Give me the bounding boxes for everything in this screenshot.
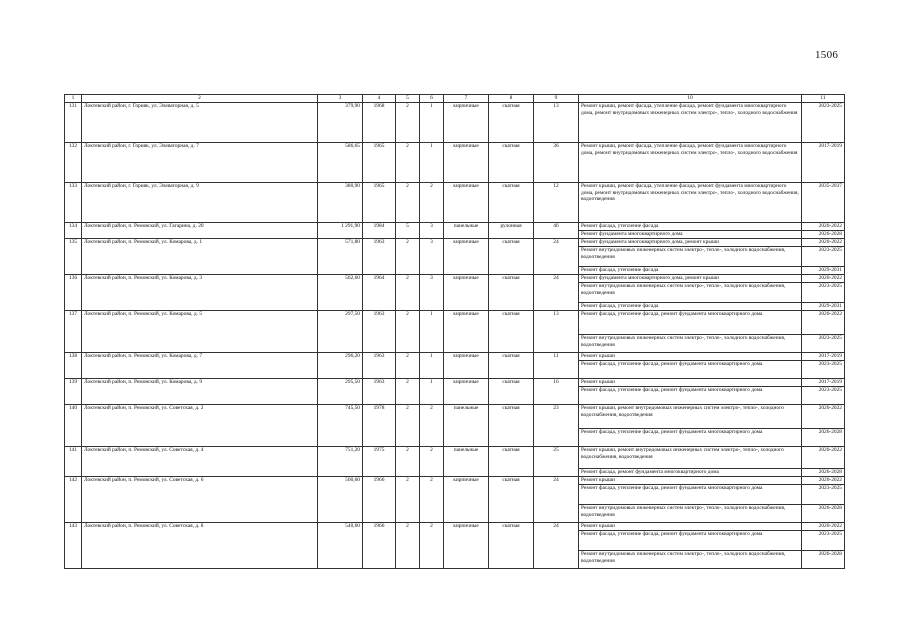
repair-period-cell: 2023-2025 <box>802 283 845 303</box>
repair-period-cell: 2023-2025 <box>802 531 845 551</box>
wall-material-cell: кирпичные <box>444 143 489 183</box>
table-row <box>65 477 845 485</box>
year-built-cell: 1965 <box>363 183 396 223</box>
year-built-cell: 1963 <box>363 379 396 405</box>
apartments-cell: 23 <box>534 405 579 447</box>
repair-works-cell: Ремонт внутридомовых инженерных систем электро-, тепло-, холодного водоснабжения, водоотведения <box>579 283 802 303</box>
repair-period-cell: 2029-2031 <box>802 267 845 275</box>
floors-cell: 2 <box>396 311 420 353</box>
address-cell: Локтевский район, п. Ремовский, ул. Комарова, д. 1 <box>82 239 318 275</box>
repair-period-cell: 2026-2028 <box>802 231 845 239</box>
floors-cell: 2 <box>396 275 420 311</box>
address-cell: Локтевский район, п. Ремовский, ул. Комарова, д. 9 <box>82 379 318 405</box>
row-number: 141 <box>65 447 82 477</box>
floors-cell: 2 <box>396 143 420 183</box>
column-number-2: 2 <box>82 95 318 103</box>
wall-material-cell: панельные <box>444 223 489 239</box>
entrances-cell: 3 <box>420 223 444 239</box>
table-row <box>65 223 845 231</box>
table-row <box>65 353 845 361</box>
table-row <box>65 405 845 429</box>
entrances-cell: 1 <box>420 103 444 143</box>
year-built-cell: 1966 <box>363 523 396 569</box>
table-row <box>65 311 845 335</box>
area-cell: 540,60 <box>318 523 363 569</box>
repair-period-cell: 2026-2028 <box>802 551 845 569</box>
floors-cell: 2 <box>396 523 420 569</box>
repair-works-cell: Ремонт внутридомовых инженерных систем электро-, тепло-, холодного водоснабжения, водоотведения <box>579 335 802 353</box>
repair-works-cell: Ремонт крыши <box>579 379 802 387</box>
floors-cell: 2 <box>396 447 420 477</box>
wall-material-cell: кирпичные <box>444 477 489 523</box>
area-cell: 1 291,90 <box>318 223 363 239</box>
repair-works-cell: Ремонт фасада, утепление фасада, ремонт фундамента многоквартирного дома <box>579 531 802 551</box>
roof-type-cell: скатная <box>489 379 534 405</box>
apartments-cell: 24 <box>534 477 579 523</box>
address-cell: Локтевский район, п. Ремовский, ул. Комарова, д. 5 <box>82 311 318 353</box>
row-number: 138 <box>65 353 82 379</box>
area-cell: 297,50 <box>318 311 363 353</box>
repair-period-cell: 2029-2031 <box>802 303 845 311</box>
repair-period-cell: 2020-2022 <box>802 223 845 231</box>
address-cell: Локтевский район, г. Горняк, ул. Элеваторная, д. 9 <box>82 183 318 223</box>
repair-works-cell: Ремонт крыши <box>579 353 802 361</box>
entrances-cell: 3 <box>420 239 444 275</box>
repair-period-cell: 2020-2022 <box>802 447 845 469</box>
address-cell: Локтевский район, г. Горняк, ул. Элеваторная, д. 7 <box>82 143 318 183</box>
column-number-9: 9 <box>534 95 579 103</box>
column-number-3: 3 <box>318 95 363 103</box>
year-built-cell: 1975 <box>363 447 396 477</box>
repair-works-cell: Ремонт фасада, утепление фасада <box>579 223 802 231</box>
row-number: 140 <box>65 405 82 447</box>
repair-works-cell: Ремонт крыши, ремонт внутридомовых инженерных систем электро-, тепло-, холодного водоснабжения, водоотведения <box>579 447 802 469</box>
address-cell: Локтевский район, п. Ремовский, ул. Советская, д. 8 <box>82 523 318 569</box>
year-built-cell: 1966 <box>363 477 396 523</box>
area-cell: 295,50 <box>318 379 363 405</box>
floors-cell: 2 <box>396 405 420 447</box>
entrances-cell: 1 <box>420 379 444 405</box>
year-built-cell: 1964 <box>363 275 396 311</box>
apartments-cell: 13 <box>534 103 579 143</box>
apartments-cell: 12 <box>534 183 579 223</box>
table-body <box>65 103 845 569</box>
address-cell: Локтевский район, п. Ремовский, ул. Советская, д. 4 <box>82 447 318 477</box>
row-number: 132 <box>65 143 82 183</box>
apartments-cell: 13 <box>534 311 579 353</box>
repair-period-cell: 2020-2022 <box>802 523 845 531</box>
roof-type-cell: скатная <box>489 143 534 183</box>
repair-works-cell: Ремонт внутридомовых инженерных систем электро-, тепло-, холодного водоснабжения, водоотведения <box>579 505 802 523</box>
repair-period-cell: 2020-2022 <box>802 239 845 247</box>
entrances-cell: 2 <box>420 183 444 223</box>
year-built-cell: 1968 <box>363 103 396 143</box>
area-cell: 562,60 <box>318 275 363 311</box>
page-number: 1506 <box>815 49 839 61</box>
repair-works-cell: Ремонт фасада, утепление фасада <box>579 303 802 311</box>
wall-material-cell: кирпичные <box>444 239 489 275</box>
repair-period-cell: 2023-2025 <box>802 387 845 405</box>
repair-period-cell: 2023-2025 <box>802 335 845 353</box>
apartments-cell: 24 <box>534 275 579 311</box>
wall-material-cell: кирпичные <box>444 379 489 405</box>
repair-works-cell: Ремонт крыши, ремонт внутридомовых инженерных систем электро-, тепло-, холодного водоснабжения, водоотведения <box>579 405 802 429</box>
row-number: 134 <box>65 223 82 239</box>
repair-works-cell: Ремонт фасада, утепление фасада <box>579 267 802 275</box>
repair-works-cell: Ремонт фасада, ремонт фундамента многоквартирного дома <box>579 469 802 477</box>
repair-period-cell: 2020-2022 <box>802 405 845 429</box>
year-built-cell: 1963 <box>363 311 396 353</box>
apartments-cell: 25 <box>534 447 579 477</box>
roof-type-cell: скатная <box>489 275 534 311</box>
repair-period-cell: 2017-2019 <box>802 353 845 361</box>
year-built-cell: 1965 <box>363 143 396 183</box>
column-number-11: 11 <box>802 95 845 103</box>
column-number-8: 8 <box>489 95 534 103</box>
repair-works-cell: Ремонт крыши <box>579 477 802 485</box>
floors-cell: 2 <box>396 239 420 275</box>
repair-works-cell: Ремонт крыши, ремонт фасада, утепление фасада, ремонт фундамента многоквартирного дома, ремонт внутридомовых инженерных систем электро-, тепло-, холодного водоснабжения <box>579 143 802 183</box>
row-number: 136 <box>65 275 82 311</box>
apartments-cell: 16 <box>534 379 579 405</box>
apartments-cell: 24 <box>534 239 579 275</box>
area-cell: 586,65 <box>318 143 363 183</box>
year-built-cell: 1963 <box>363 353 396 379</box>
address-cell: Локтевский район, п. Ремовский, ул. Советская, д. 2 <box>82 405 318 447</box>
wall-material-cell: кирпичные <box>444 275 489 311</box>
row-number: 137 <box>65 311 82 353</box>
floors-cell: 2 <box>396 103 420 143</box>
wall-material-cell: кирпичные <box>444 353 489 379</box>
table-row <box>65 103 845 143</box>
floors-cell: 2 <box>396 477 420 523</box>
wall-material-cell: панельные <box>444 405 489 447</box>
column-number-5: 5 <box>396 95 420 103</box>
area-cell: 571,80 <box>318 239 363 275</box>
wall-material-cell: кирпичные <box>444 523 489 569</box>
floors-cell: 2 <box>396 379 420 405</box>
entrances-cell: 2 <box>420 523 444 569</box>
table-header <box>65 95 845 103</box>
repair-period-cell: 2020-2022 <box>802 311 845 335</box>
repair-period-cell: 2023-2025 <box>802 247 845 267</box>
wall-material-cell: панельные <box>444 447 489 477</box>
roof-type-cell: скатная <box>489 239 534 275</box>
repair-period-cell: 2026-2028 <box>802 429 845 447</box>
column-number-4: 4 <box>363 95 396 103</box>
repair-period-cell: 2020-2022 <box>802 275 845 283</box>
roof-type-cell: скатная <box>489 183 534 223</box>
row-number: 133 <box>65 183 82 223</box>
row-number: 139 <box>65 379 82 405</box>
row-number: 142 <box>65 477 82 523</box>
address-cell: Локтевский район, п. Ремовский, ул. Комарова, д. 3 <box>82 275 318 311</box>
table-row <box>65 275 845 283</box>
table-row <box>65 523 845 531</box>
repair-works-cell: Ремонт внутридомовых инженерных систем электро-, тепло-, холодного водоснабжения, водоотведения <box>579 247 802 267</box>
repair-works-cell: Ремонт фасада, утепление фасада, ремонт фундамента многоквартирного дома <box>579 485 802 505</box>
year-built-cell: 1963 <box>363 239 396 275</box>
repair-period-cell: 2035-2037 <box>802 183 845 223</box>
floors-cell: 2 <box>396 183 420 223</box>
year-built-cell: 1978 <box>363 405 396 447</box>
repair-works-cell: Ремонт внутридомовых инженерных систем электро-, тепло-, холодного водоснабжения, водоотведения <box>579 551 802 569</box>
roof-type-cell: скатная <box>489 311 534 353</box>
repair-works-cell: Ремонт крыши <box>579 523 802 531</box>
column-number-row <box>65 95 845 103</box>
floors-cell: 2 <box>396 353 420 379</box>
roof-type-cell: рулонная <box>489 223 534 239</box>
repair-period-cell: 2026-2028 <box>802 505 845 523</box>
entrances-cell: 2 <box>420 447 444 477</box>
address-cell: Локтевский район, п. Ремовский, ул. Комарова, д. 7 <box>82 353 318 379</box>
area-cell: 745,50 <box>318 405 363 447</box>
table-row <box>65 183 845 223</box>
apartments-cell: 11 <box>534 353 579 379</box>
entrances-cell: 1 <box>420 353 444 379</box>
roof-type-cell: скатная <box>489 353 534 379</box>
area-cell: 379,90 <box>318 103 363 143</box>
column-number-7: 7 <box>444 95 489 103</box>
wall-material-cell: кирпичные <box>444 103 489 143</box>
apartments-cell: 46 <box>534 223 579 239</box>
floors-cell: 5 <box>396 223 420 239</box>
housing-repair-table <box>64 94 845 569</box>
repair-works-cell: Ремонт крыши, ремонт фасада, утепление фасада, ремонт фундамента многоквартирного дома, ремонт внутридомовых инженерных систем электро-, тепло-, холодного водоснабжения, водоотведения <box>579 183 802 223</box>
repair-period-cell: 2020-2022 <box>802 477 845 485</box>
repair-works-cell: Ремонт фасада, утепление фасада, ремонт фундамента многоквартирного дома <box>579 387 802 405</box>
column-number-6: 6 <box>420 95 444 103</box>
area-cell: 296,20 <box>318 353 363 379</box>
roof-type-cell: скатная <box>489 405 534 447</box>
repair-period-cell: 2023-2025 <box>802 361 845 379</box>
repair-works-cell: Ремонт крыши, ремонт фасада, утепление фасада, ремонт фундамента многоквартирного дома, ремонт внутридомовых инженерных систем электро-, тепло-, холодного водоснабжения <box>579 103 802 143</box>
row-number: 135 <box>65 239 82 275</box>
table-row <box>65 447 845 469</box>
area-cell: 380,90 <box>318 183 363 223</box>
entrances-cell: 1 <box>420 311 444 353</box>
entrances-cell: 1 <box>420 143 444 183</box>
table-row <box>65 143 845 183</box>
wall-material-cell: кирпичные <box>444 311 489 353</box>
roof-type-cell: скатная <box>489 103 534 143</box>
row-number: 131 <box>65 103 82 143</box>
year-built-cell: 1984 <box>363 223 396 239</box>
apartments-cell: 36 <box>534 143 579 183</box>
table-row <box>65 379 845 387</box>
repair-period-cell: 2026-2028 <box>802 469 845 477</box>
repair-period-cell: 2023-2025 <box>802 485 845 505</box>
roof-type-cell: скатная <box>489 447 534 477</box>
repair-period-cell: 2017-2019 <box>802 143 845 183</box>
repair-works-cell: Ремонт фундамента многоквартирного дома <box>579 231 802 239</box>
entrances-cell: 2 <box>420 405 444 447</box>
entrances-cell: 3 <box>420 275 444 311</box>
column-number-10: 10 <box>579 95 802 103</box>
apartments-cell: 24 <box>534 523 579 569</box>
repair-period-cell: 2023-2025 <box>802 103 845 143</box>
area-cell: 751,20 <box>318 447 363 477</box>
column-number-1: 1 <box>65 95 82 103</box>
wall-material-cell: кирпичные <box>444 183 489 223</box>
repair-period-cell: 2017-2019 <box>802 379 845 387</box>
roof-type-cell: скатная <box>489 477 534 523</box>
entrances-cell: 2 <box>420 477 444 523</box>
row-number: 143 <box>65 523 82 569</box>
repair-works-cell: Ремонт фундамента многоквартирного дома, ремонт крыши <box>579 275 802 283</box>
address-cell: Локтевский район, п. Ремовский, ул. Советская, д. 6 <box>82 477 318 523</box>
roof-type-cell: скатная <box>489 523 534 569</box>
address-cell: Локтевский район, г. Горняк, ул. Элеваторная, д. 5 <box>82 103 318 143</box>
repair-works-cell: Ремонт фасада, утепление фасада, ремонт фундамента многоквартирного дома <box>579 429 802 447</box>
table-row <box>65 239 845 247</box>
address-cell: Локтевский район, п. Ремовский, ул. Гагарина, д. 20 <box>82 223 318 239</box>
repair-works-cell: Ремонт фундамента многоквартирного дома, ремонт крыши <box>579 239 802 247</box>
area-cell: 500,60 <box>318 477 363 523</box>
repair-works-cell: Ремонт фасада, утепление фасада, ремонт фундамента многоквартирного дома <box>579 361 802 379</box>
repair-works-cell: Ремонт фасада, утепление фасада, ремонт фундамента многоквартирного дома <box>579 311 802 335</box>
